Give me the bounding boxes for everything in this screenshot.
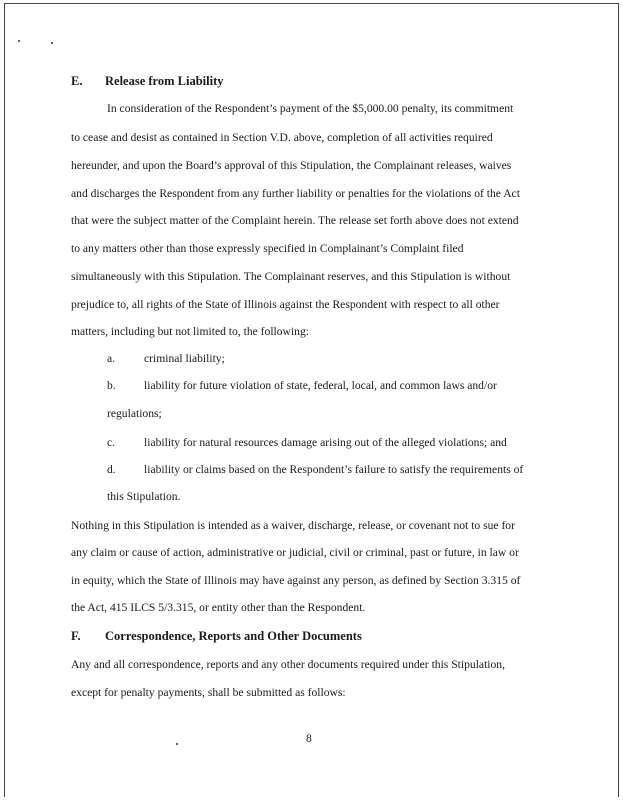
- scan-speck: [18, 40, 20, 42]
- list-item-text: liability for natural resources damage arising out of the alleged violations; and: [144, 436, 507, 449]
- paragraph-line: matters, including but not limited to, the following:: [71, 325, 309, 338]
- list-item-letter: b.: [107, 379, 116, 392]
- scan-speck: [176, 743, 178, 745]
- list-item-letter: c.: [107, 436, 116, 449]
- scan-border-right: [618, 3, 619, 797]
- list-item-text: liability or claims based on the Respondent’s failure to satisfy the requirements of: [144, 463, 524, 476]
- list-item-text: liability for future violation of state, federal, local, and common laws and/or: [144, 379, 497, 392]
- section-f-heading: [71, 629, 362, 644]
- section-f-letter: F.: [71, 629, 81, 643]
- paragraph-line: in equity, which the State of Illinois may have against any person, as defined by Section 3.315 of: [71, 574, 521, 587]
- paragraph-line: to any matters other than those expressly specified in Complainant’s Complaint filed: [71, 242, 464, 255]
- paragraph-line: Any and all correspondence, reports and any other documents required under this Stipulation,: [71, 658, 506, 671]
- page-number: 8: [306, 732, 312, 745]
- section-e-heading: [71, 74, 224, 89]
- paragraph-line: simultaneously with this Stipulation. The Complainant reserves, and this Stipulation is without: [71, 270, 511, 283]
- paragraph-line: except for penalty payments, shall be submitted as follows:: [71, 686, 346, 699]
- list-item-letter: d.: [107, 463, 116, 476]
- list-item-letter: a.: [107, 352, 116, 365]
- scan-speck: [51, 42, 53, 44]
- paragraph-line: any claim or cause of action, administrative or judicial, civil or criminal, past or future, in law or: [71, 546, 519, 559]
- scan-border-top: [4, 3, 619, 4]
- section-e-letter: E.: [71, 74, 83, 88]
- list-item-text: regulations;: [107, 407, 162, 420]
- list-item-text: this Stipulation.: [107, 490, 181, 503]
- scan-border-left: [4, 3, 5, 797]
- paragraph-line: hereunder, and upon the Board’s approval of this Stipulation, the Complainant releases, waives: [71, 159, 512, 172]
- section-f-title: Correspondence, Reports and Other Documents: [105, 629, 362, 643]
- list-item-text: criminal liability;: [144, 352, 225, 365]
- paragraph-line: and discharges the Respondent from any further liability or penalties for the violations of the Act: [71, 187, 520, 200]
- paragraph-line: In consideration of the Respondent’s payment of the $5,000.00 penalty, its commitment: [107, 102, 514, 115]
- section-e-title: Release from Liability: [105, 74, 224, 88]
- paragraph-line: to cease and desist as contained in Section V.D. above, completion of all activities required: [71, 131, 493, 144]
- paragraph-line: Nothing in this Stipulation is intended as a waiver, discharge, release, or covenant not to sue for: [71, 519, 515, 532]
- paragraph-line: that were the subject matter of the Complaint herein. The release set forth above does not extend: [71, 214, 519, 227]
- paragraph-line: prejudice to, all rights of the State of Illinois against the Respondent with respect to all other: [71, 298, 500, 311]
- paragraph-line: the Act, 415 ILCS 5/3.315, or entity other than the Respondent.: [71, 601, 366, 614]
